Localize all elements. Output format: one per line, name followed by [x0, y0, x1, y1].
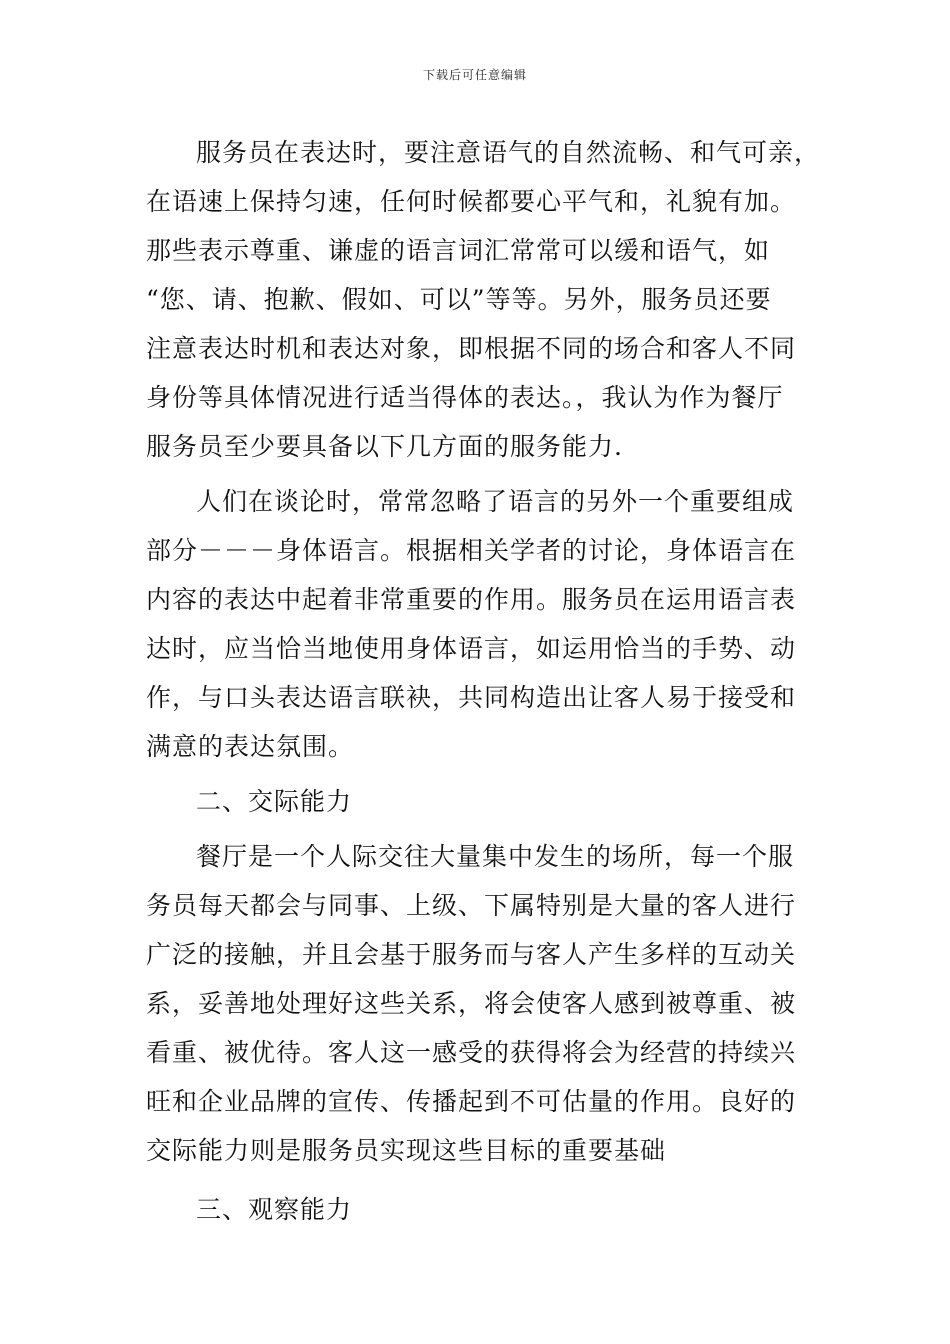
text-line: 部分－－－身体语言。根据相关学者的讨论，身体语言在 — [146, 536, 797, 565]
text-line: 服务员在表达时，要注意语气的自然流畅、和气可亲， — [196, 138, 821, 167]
header-note: 下载后可任意编辑 — [422, 68, 527, 82]
paragraph-3 — [146, 832, 816, 1175]
text-line: 人们在谈论时，常常忽略了语言的另外一个重要组成 — [196, 487, 795, 516]
text-line: 交际能力则是服务员实现这些目标的重要基础 — [146, 1136, 667, 1165]
text-line: 在语速上保持匀速，任何时候都要心平气和，礼貌有加。 — [146, 187, 797, 216]
text-line: 旺和企业品牌的宣传、传播起到不可估量的作用。良好的 — [146, 1087, 797, 1116]
text-line: 看重、被优待。客人这一感受的获得将会为经营的持续兴 — [146, 1038, 797, 1067]
text-line: 系，妥善地处理好这些关系，将会使客人感到被尊重、被 — [146, 989, 797, 1018]
text-line: 广泛的接触，并且会基于服务而与客人产生多样的互动关 — [146, 940, 797, 969]
text-line: 满意的表达氛围。 — [146, 732, 355, 761]
body-text — [146, 128, 821, 1234]
text-line: 务员每天都会与同事、上级、下属特别是大量的客人进行 — [146, 891, 797, 920]
section-heading-communication — [146, 777, 816, 826]
text-line: “您、请、抱歉、假如、可以”等等。另外，服务员还要 — [146, 285, 772, 314]
text-line: 餐厅是一个人际交往大量集中发生的场所，每一个服 — [196, 842, 795, 871]
text-line: 服务员至少要具备以下几方面的服务能力. — [146, 432, 623, 461]
text-line: 那些表示尊重、谦虚的语言词汇常常可以缓和语气，如 — [146, 236, 771, 265]
text-line: 身份等具体情况进行适当得体的表达。，我认为作为餐厅 — [146, 383, 784, 412]
text-line: 内容的表达中起着非常重要的作用。服务员在运用语言表 — [146, 585, 797, 614]
text-line: 作，与口头表达语言联袂，共同构造出让客人易于接受和 — [146, 683, 797, 712]
section-heading: 三、观察能力 — [196, 1195, 353, 1224]
paragraph-1 — [146, 128, 821, 471]
section-heading: 二、交际能力 — [196, 787, 353, 816]
text-line: 达时，应当恰当地使用身体语言，如运用恰当的手势、动 — [146, 634, 797, 663]
text-line: 注意表达时机和表达对象，即根据不同的场合和客人不同 — [146, 334, 797, 363]
section-heading-observation — [146, 1185, 816, 1234]
paragraph-2 — [146, 477, 816, 771]
